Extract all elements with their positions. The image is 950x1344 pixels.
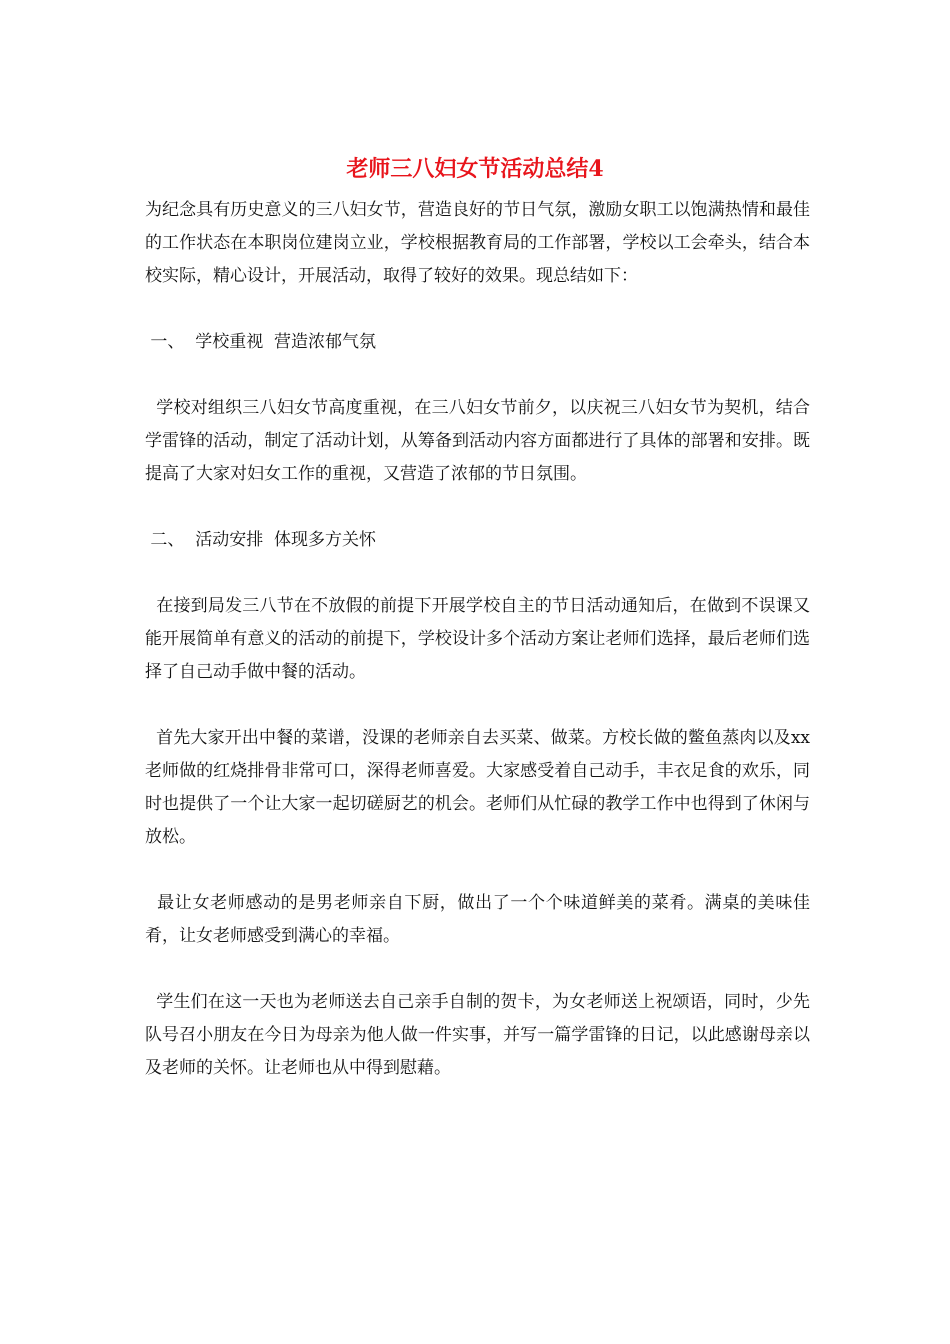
- section-heading-2: 二、 活动安排 体现多方关怀: [145, 530, 377, 550]
- paragraph-students: 学生们在这一天也为老师送去自己亲手自制的贺卡，为女老师送上祝颂语，同时，少先队号召小朋友在今日为母亲为他人做一件实事，并写一篇学雷锋的日记，以此感谢母亲以及老师的关怀。让老师也从中得到慰藉。: [145, 992, 811, 1078]
- document-title: 老师三八妇女节活动总结4: [346, 156, 604, 182]
- paragraph-spacer: [145, 491, 810, 524]
- paragraph-spacer: [145, 293, 810, 326]
- paragraph-spacer: [145, 557, 810, 590]
- paragraph-cooking: 首先大家开出中餐的菜谱，没课的老师亲自去买菜、做菜。方校长做的鳖鱼蒸肉以及xx老师做的红烧排骨非常可口，深得老师喜爱。大家感受着自己动手，丰衣足食的欢乐，同时也提供了一个让大家一起切磋厨艺的机会。老师们从忙碌的教学工作中也得到了休闲与放松。: [145, 728, 810, 847]
- paragraph-spacer: [145, 359, 810, 392]
- section-heading-1: 一、 学校重视 营造浓郁气氛: [145, 332, 377, 352]
- paragraph-spacer: [145, 854, 810, 887]
- paragraph-activity-notice: 在接到局发三八节在不放假的前提下开展学校自主的节日活动通知后，在做到不误课又能开展简单有意义的活动的前提下，学校设计多个活动方案让老师们选择，最后老师们选择了自己动手做中餐的活动。: [145, 596, 811, 682]
- paragraph-intro: 为纪念具有历史意义的三八妇女节，营造良好的节日气氛，激励女职工以饱满热情和最佳的工作状态在本职岗位建岗立业，学校根据教育局的工作部署，学校以工会牵头，结合本校实际，精心设计，开展活动，取得了较好的效果。现总结如下：: [145, 200, 810, 286]
- document-body: [145, 194, 810, 1085]
- paragraph-male-teachers: 最让女老师感动的是男老师亲自下厨，做出了一个个味道鲜美的菜肴。满桌的美味佳肴，让女老师感受到满心的幸福。: [145, 893, 811, 946]
- paragraph-section-1: 学校对组织三八妇女节高度重视，在三八妇女节前夕，以庆祝三八妇女节为契机，结合学雷锋的活动，制定了活动计划，从筹备到活动内容方面都进行了具体的部署和安排。既提高了大家对妇女工作的重视，又营造了浓郁的节日氛围。: [145, 398, 811, 484]
- paragraph-spacer: [145, 953, 810, 986]
- paragraph-spacer: [145, 689, 810, 722]
